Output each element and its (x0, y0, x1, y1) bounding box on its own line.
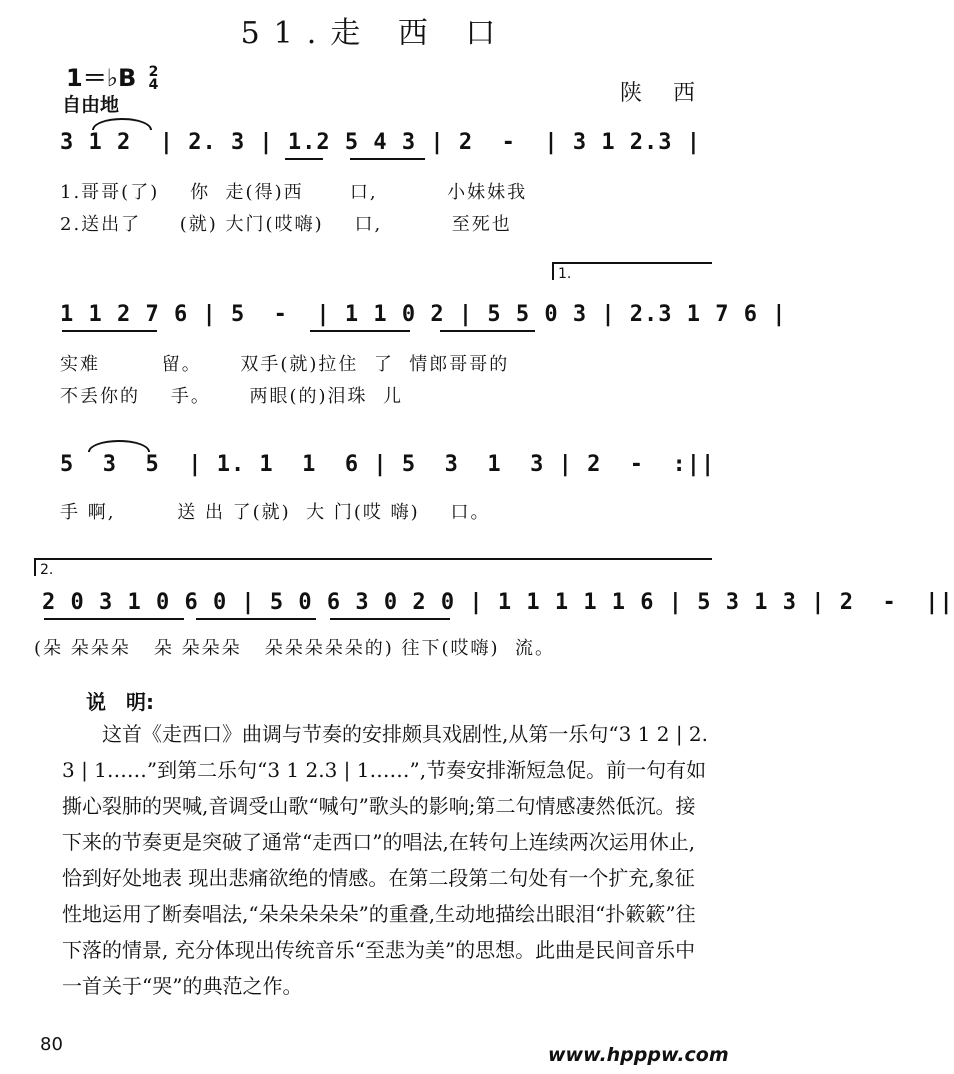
page-number: 80 (40, 1034, 63, 1055)
lyric-row-2-verse-1: 实难 留。 双手(就)拉住 了 情郎哥哥的 (60, 354, 510, 375)
lyric-row-2-verse-2: 不丢你的 手。 两眼(的)泪珠 儿 (60, 386, 403, 407)
notation-row-3: 5 3 5 | 1. 1 1 6 | 5 3 1 3 | 2 - :|| (60, 452, 716, 477)
notation-row-4: 2 0 3 1 0 6 0 | 5 0 6 3 0 2 0 | 1 1 1 1 1 6 | 5 3 1 3 | 2 - || (42, 590, 954, 615)
lyric-row-1-verse-1: 1.哥哥(了) 你 走(得)西 口, 小妹妹我 (60, 182, 528, 203)
notes-heading: 说 明: (86, 690, 154, 714)
beam-line (310, 330, 410, 332)
song-title: 51.走 西 口 (240, 16, 510, 51)
tie-slur (88, 440, 150, 452)
key-signature (66, 58, 158, 93)
watermark-text: www.hpppw.com (548, 1044, 729, 1066)
beam-line (440, 330, 535, 332)
notation-row-2: 1 1 2 7 6 | 5 - | 1 1 0 2 | 5 5 0 3 | 2.3 1 7 6 | (60, 302, 787, 327)
beam-line (350, 158, 425, 160)
notes-paragraph: 这首《走西口》曲调与节奏的安排颇具戏剧性,从第一乐句“3 1 2 | 2. 3 | 1……”到第二乐句“3 1 2.3 | 1……”,节奏安排渐短急促。前一句有如撕心裂肺的哭喊,音调受山歌“喊句”歌头的影响;第二句情感凄然低沉。接下来的节奏更是突破了通常“走西口”的唱法,在转句上连续两次运用休止,恰到好处地表 现出悲痛欲绝的情感。在第二段第二句处有一个扩充,象征性地运用了断奏唱法,“朵朵朵朵朵”的重叠,生动地描绘出眼泪“扑簌簌”往下落的情景, 充分体现出传统音乐“至悲为美”的思想。此曲是民间音乐中一首关于“哭”的典范之作。 (62, 722, 709, 998)
lyric-row-4: (朵 朵朵朵 朵 朵朵朵 朵朵朵朵朵的) 往下(哎嗨) 流。 (34, 638, 556, 659)
beam-line (44, 618, 184, 620)
volta-label-1: 1. (558, 266, 572, 282)
region-label: 陕 西 (620, 81, 707, 106)
beam-line (196, 618, 316, 620)
volta-label-2: 2. (40, 562, 54, 578)
beam-line (330, 618, 450, 620)
volta-bracket-2 (34, 558, 712, 576)
tie-slur (92, 118, 152, 130)
beam-line (62, 330, 157, 332)
time-signature: 2 4 (148, 64, 159, 93)
lyric-row-1-verse-2: 2.送出了 (就) 大门(哎嗨) 口, 至死也 (60, 214, 512, 235)
beam-line (285, 158, 323, 160)
key-label: 1＝♭B (66, 64, 137, 92)
volta-bracket-1 (552, 262, 712, 280)
notation-row-1: 3 1 2 | 2. 3 | 1.2 5 4 3 | 2 - | 3 1 2.3 | (60, 130, 702, 155)
lyric-row-3: 手 啊, 送 出 了(就) 大 门(哎 嗨) 口。 (60, 502, 491, 523)
tempo-marking: 自由地 (62, 94, 120, 116)
